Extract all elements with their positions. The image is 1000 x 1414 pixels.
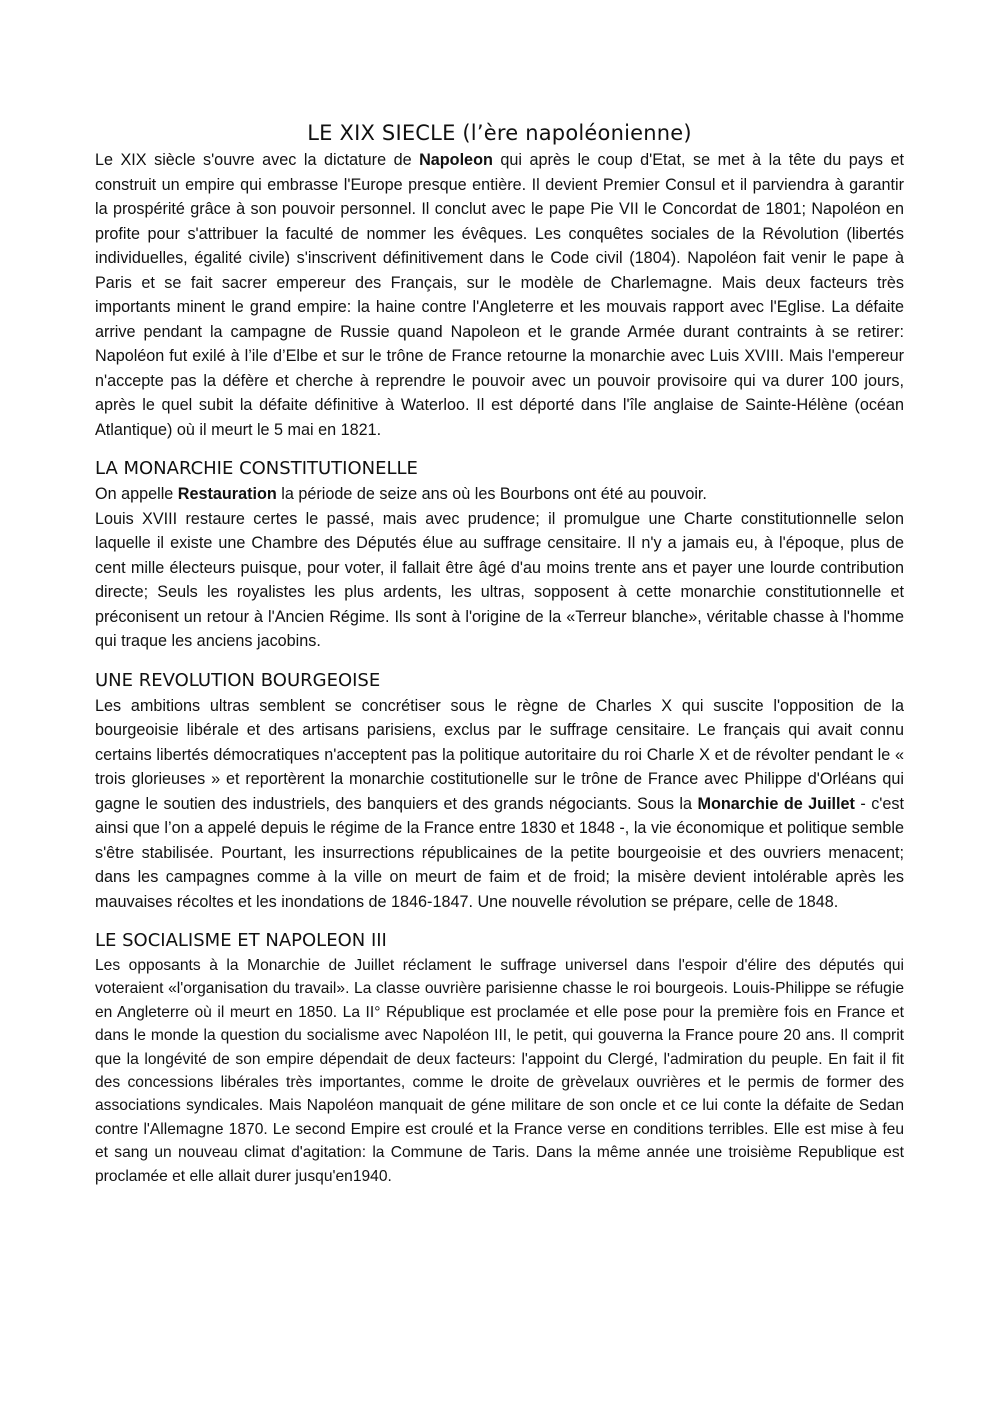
intro-text-1: Le XIX siècle s'ouvre avec la dictature de	[95, 151, 420, 169]
section1-p1-text-1: On appelle	[95, 485, 178, 503]
section2-text-1: Les ambitions ultras semblent se concrétiser sous le règne de Charles X qui suscite l'opposition de la bourgeoisie libérale et des artisans parisiens, exclus par le suffrage censitaire. Le français qui avait connu certains libertés démocratiques n'acceptent pas la politique autoritaire du roi Charle X et de révolter pendant le « trois glorieuses » et reportèrent la monarchie costitutionelle sur le trône de France avec Philippe d'Orléans qui gagne le soutien des industriels, des banquiers et des grands négociants. Sous la	[95, 696, 904, 813]
intro-text-2: qui après le coup d'Etat, se met à la tête du pays et construit un empire qui embrasse l'Europe presque entière. Il devient Premier Consul et il parviendra à garantir la prospérité grâce à son pouvoir personnel. Il conclut avec le pape Pie VII le Concordat de 1801; Napoléon en profite pour s'attribuer la faculté de nommer les évêques. Les conquêtes sociales de la Révolution (libertés individuelles, égalité civile) s'inscrivent définitivement dans le Code civil (1804). Napoléon fait venir le pape à Paris et se fait sacrer empereur des Français, sur le modèle de Charlemagne. Mais deux facteurs très importants minent le grand empire: la haine contre l'Angleterre et les mouvais rapport avec l'Eglise. La défaite arrive pendant la campagne de Russie quand Napoleon et le grande Armée durant contraints à se retirer: Napoléon fut exilé à l’ile d’Elbe et sur le trône de France retourne la monarchie avec Luis XVIII. Mais l'empereur n'accepte pas la défère et cherche à reprendre le pouvoir avec un pouvoir provisoire qui va durer 100 jours, après le quel subit la défaite définitive à Waterloo. Il est déporté dans l'île anglaise de Sainte-Hélène (océan Atlantique) où il meurt le 5 mai en 1821.	[95, 151, 904, 439]
document-title: LE XIX SIECLE (l’ère napoléonienne)	[307, 121, 692, 145]
section1-paragraph-2: Louis XVIII restaure certes le passé, mais avec prudence; il promulgue une Charte constitutionnelle selon laquelle il existe une Chambre des Députés élue au suffrage censitaire. Il n'y a jamais eu, à l'époque, plus de cent mille électeurs puisque, pour voter, il fallait être âgé d'au moins trente ans et payer une lourde contribution directe; Seuls les royalistes les plus ardents, les ultras, sopposent à cette monarchie constitutionnelle et préconisent un retour à l'Ancien Régime. Ils sont à l'origine de la «Terreur blanche», véritable chasse à l'homme qui traque les anciens jacobins.	[95, 509, 904, 650]
section-heading-revolution: UNE REVOLUTION BOURGEOISE	[95, 669, 381, 691]
section3-paragraph: Les opposants à la Monarchie de Juillet réclament le suffrage universel dans l'espoir d'élire des députés qui voteraient «l'organisation du travail». La classe ouvrière parisienne chasse le roi bourgeois. Louis-Philippe se réfugie en Angleterre où il meurt en 1850. La II° République est proclamée et elle pose pour la première fois en France et dans le monde la question du socialisme avec Napoléon III, le petit, qui gouverna la France poure 20 ans. Il comprit que la longévité de son empire dépendait de deux facteurs: l'appoint du Clergé, l'admiration du peuple. En fait il fit des concessions libérales très importantes, comme le droite de grèvelaux ouvrières et le permis de former des associations syndicales. Mais Napoléon manquait de géne militare de son oncle et ce lui conte la défaite de Sedan contre l'Allemagne 1870. Le second Empire est croulé et la France verse en conditions terribles. Elle est mise à feu et sang un nouveau climat d'agitation: la Commune de Taris. Dans la même année une troisième Republique est proclamée et elle allait durer jusqu'en1940.	[95, 957, 904, 1185]
intro-paragraph	[95, 148, 904, 442]
section-gap	[95, 914, 904, 928]
section-gap	[95, 442, 904, 456]
document-page	[95, 118, 904, 1188]
section2-text-2: - c'est ainsi que l’on a appelé depuis le régime de la France entre 1830 et 1848 -, la vie économique et politique semble s'être stabilisée. Pourtant, les insurrections républicaines de la petite bourgeoisie et des ouvriers menacent; dans les campagnes comme à la ville on meurt de faim et de froid; la misère devient intolérable après les mauvaises récoltes et les inondations de 1846-1847. Une nouvelle révolution se prépare, celle de 1848.	[95, 794, 904, 911]
section2-paragraph	[95, 694, 904, 915]
section-heading-monarchie: LA MONARCHIE CONSTITUTIONELLE	[95, 458, 418, 479]
section1-p1-text-2: la période de seize ans où les Bourbons ont été au pouvoir.	[276, 485, 707, 503]
section2-bold-monarchie-juillet: Monarchie de Juillet	[697, 794, 855, 813]
section-heading-socialisme: LE SOCIALISME ET NAPOLEON III	[95, 930, 387, 951]
intro-bold-napoleon: Napoleon	[419, 151, 493, 169]
section1-bold-restauration: Restauration	[177, 485, 277, 503]
section-gap	[95, 654, 904, 668]
section1-paragraph-1	[95, 482, 904, 507]
